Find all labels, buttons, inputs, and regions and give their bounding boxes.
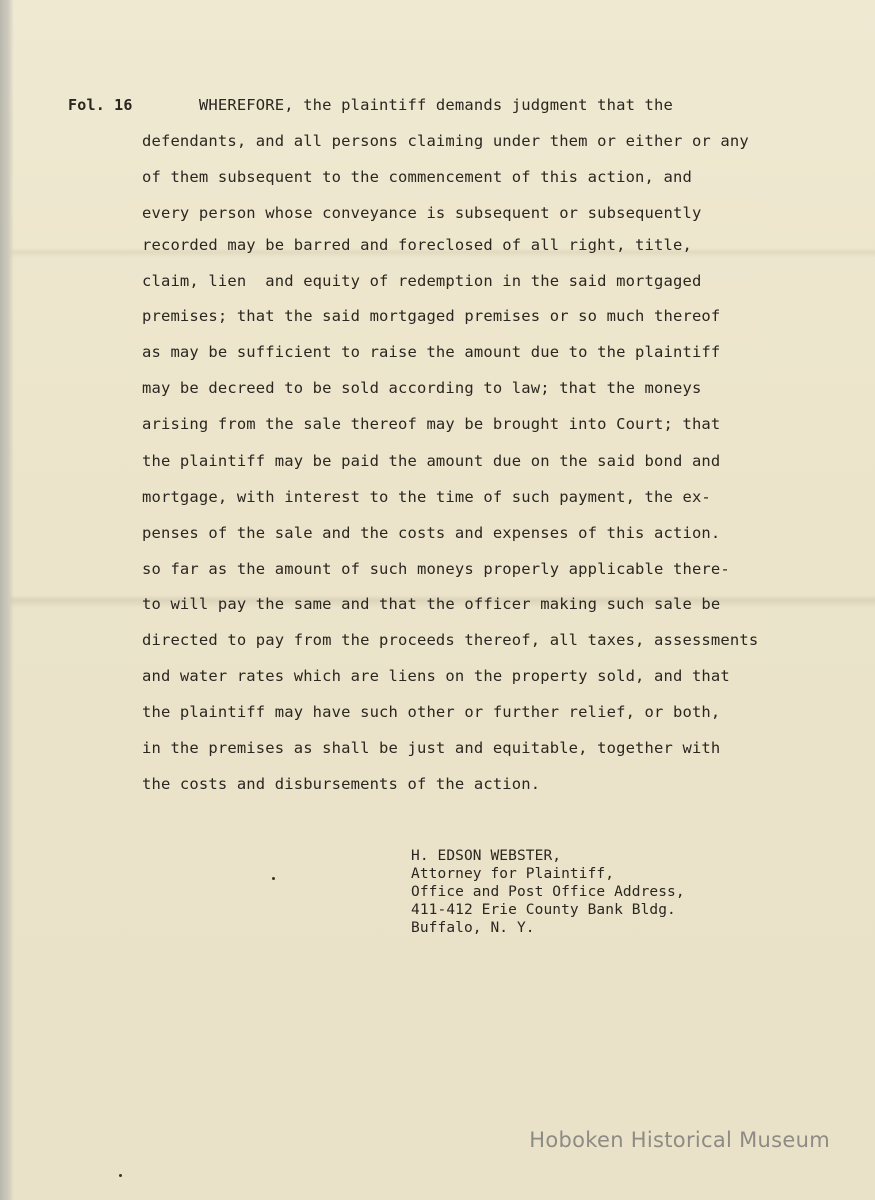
body-line: may be decreed to be sold according to law; that the moneys — [142, 379, 702, 397]
folio-number: Fol. 16 — [68, 96, 133, 114]
signature-address-label: Office and Post Office Address, — [411, 884, 685, 900]
body-line: recorded may be barred and foreclosed of all right, title, — [142, 236, 692, 254]
museum-watermark: Hoboken Historical Museum — [529, 1128, 830, 1152]
signature-city: Buffalo, N. Y. — [411, 920, 535, 936]
body-line: claim, lien and equity of redemption in the said mortgaged — [142, 272, 702, 290]
body-line: and water rates which are liens on the property sold, and that — [142, 667, 730, 685]
body-line: penses of the sale and the costs and expenses of this action. — [142, 524, 721, 542]
body-line: WHEREFORE, the plaintiff demands judgment that the — [142, 96, 673, 114]
body-line: of them subsequent to the commencement of this action, and — [142, 168, 692, 186]
body-line: so far as the amount of such moneys properly applicable there- — [142, 560, 730, 578]
body-line: mortgage, with interest to the time of such payment, the ex- — [142, 488, 711, 506]
body-line: the plaintiff may be paid the amount due on the said bond and — [142, 452, 721, 470]
body-line: every person whose conveyance is subsequent or subsequently — [142, 204, 702, 222]
signature-name: H. EDSON WEBSTER, — [411, 848, 562, 864]
signature-title: Attorney for Plaintiff, — [411, 866, 615, 882]
paper-speck — [272, 877, 275, 880]
body-line: the costs and disbursements of the action. — [142, 775, 541, 793]
signature-address-line: 411-412 Erie County Bank Bldg. — [411, 902, 676, 918]
body-line: in the premises as shall be just and equitable, together with — [142, 739, 721, 757]
body-line: directed to pay from the proceeds thereof, all taxes, assessments — [142, 631, 759, 649]
paper-speck — [119, 1174, 122, 1177]
body-line: defendants, and all persons claiming under them or either or any — [142, 132, 749, 150]
body-line: premises; that the said mortgaged premises or so much thereof — [142, 307, 721, 325]
body-line: to will pay the same and that the officer making such sale be — [142, 595, 721, 613]
body-line: as may be sufficient to raise the amount due to the plaintiff — [142, 343, 721, 361]
body-line: arising from the sale thereof may be brought into Court; that — [142, 415, 721, 433]
body-line: the plaintiff may have such other or further relief, or both, — [142, 703, 721, 721]
